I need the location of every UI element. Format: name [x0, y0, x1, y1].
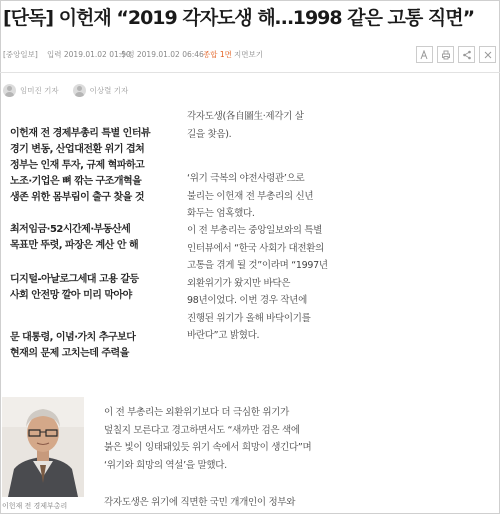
reporter-list	[3, 82, 128, 98]
reporter-name: 임미진 기자	[20, 85, 59, 95]
paragraph: 이 전 부총리는 중앙일보와의 특별 인터뷰에서 “한국 사회가 대전환의 고통을 겪게 될 것”이라며 “1997년 외환위기가 왔지만 바닥은 98년이었다. 이번 경우 작년에 진행된 위기가 올해 바닥이기를 바란다”고 밝혔다.	[187, 225, 328, 341]
meta-modified: 수정 2019.01.02 06:46	[120, 50, 204, 59]
paper-view-link[interactable]: 지면보기	[234, 50, 263, 59]
print-icon[interactable]	[437, 46, 454, 63]
reporter-item[interactable]	[73, 82, 129, 98]
avatar	[73, 84, 86, 97]
summary-item: 문 대통령, 이념·가치 추구보다 현재의 문제 고치는데 주력을	[10, 332, 136, 359]
photo-caption: 이헌재 전 경제부총리	[2, 502, 68, 510]
meta-published: 입력 2019.01.02 01:50	[47, 50, 131, 59]
portrait-photo	[2, 397, 84, 497]
paragraph: ‘위기 극복의 야전사령관’으로 불리는 이헌재 전 부총리의 신년 화두는 엄혹했다.	[187, 173, 314, 219]
reporter-item[interactable]	[3, 82, 59, 98]
headline: [단독] 이헌재 “2019 각자도생 해…1998 같은 고통 직면”	[3, 7, 475, 29]
paragraph: 이 전 부총리는 외환위기보다 더 극심한 위기가 덮칠지 모른다고 경고하면서도 “새까만 검은 색에 붉은 빛이 잉태돼있듯 위기 속에서 희망이 생긴다”며 ‘위기와 희망의 역설’을 말했다.	[104, 407, 312, 471]
avatar	[3, 84, 16, 97]
summary-item: 최저임금·52시간제·부동산세 목표만 뚜렷, 파장은 계산 안 해	[10, 224, 139, 251]
close-icon[interactable]	[479, 46, 496, 63]
header-divider	[0, 72, 500, 73]
reporter-name: 이상렬 기자	[89, 85, 129, 95]
font-size-icon[interactable]	[416, 46, 433, 63]
article-toolbar	[416, 46, 496, 64]
meta-print-section: 종합 1면	[203, 50, 232, 59]
summary-item: 이헌재 전 경제부총리 특별 인터뷰 경기 변동, 산업대전환 위기 겹쳐 정부는 인재 투자, 규제 혁파하고 노조·기업은 뼈 깎는 구조개혁을 생존 위한 몸부림이 출구 찾을 것	[10, 128, 151, 203]
paragraph: 각자도생은 위기에 직면한 국민 개개인이 정부와	[104, 497, 296, 508]
paragraph: 각자도생(各自圖生·제각기 살 길을 찾음).	[187, 111, 304, 140]
summary-item: 디지털-아날로그세대 고용 갈등 사회 안전망 깔아 미리 막아야	[10, 274, 139, 301]
share-icon[interactable]	[458, 46, 475, 63]
meta-source[interactable]: [중앙일보]	[3, 50, 38, 59]
